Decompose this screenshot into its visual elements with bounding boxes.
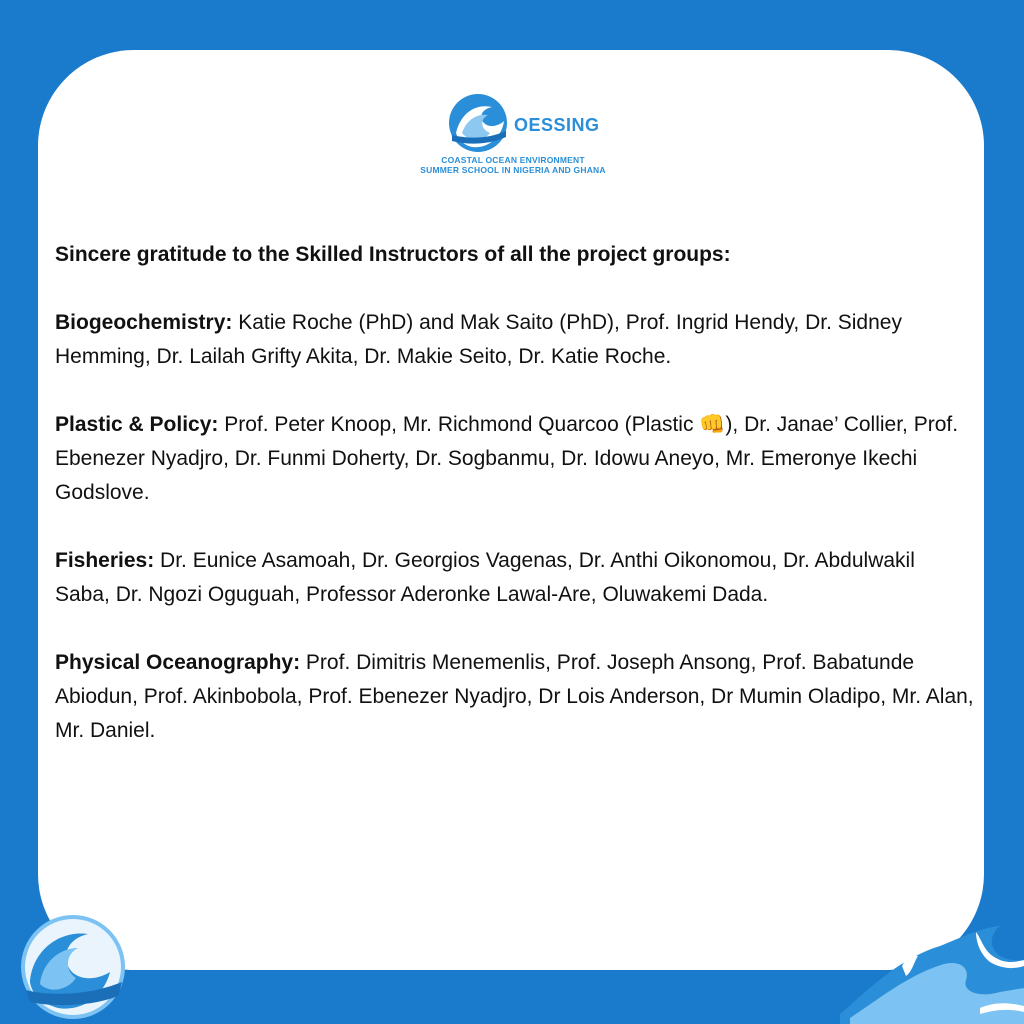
group-fisheries <box>55 544 975 612</box>
group-label: Biogeochemistry: <box>55 311 233 334</box>
intro-heading: Sincere gratitude to the Skilled Instructors of all the project groups: <box>55 243 731 266</box>
group-instructors: Dr. Eunice Asamoah, Dr. Georgios Vagenas, Dr. Anthi Oikonomou, Dr. Abdulwakil Saba, Dr. Ngozi Oguguah, Professor Aderonke Lawal-Are, Oluwakemi Dada. <box>55 549 915 606</box>
logo-tagline <box>418 155 608 175</box>
acknowledgement-text <box>55 238 975 782</box>
group-instructors: Prof. Dimitris Menemenlis, Prof. Joseph Ansong, Prof. Babatunde Abiodun, Prof. Akinbobola, Prof. Ebenezer Nyadjro, Dr Lois Anderson, Dr Mumin Oladipo, Mr. Alan, Mr. Daniel. <box>55 651 974 742</box>
group-instructors: Katie Roche (PhD) and Mak Saito (PhD), Prof. Ingrid Hendy, Dr. Sidney Hemming, Dr. Lailah Grifty Akita, Dr. Makie Seito, Dr. Katie Roche. <box>55 311 902 368</box>
wave-logo-icon <box>448 93 508 153</box>
logo-tagline-line1: COASTAL OCEAN ENVIRONMENT <box>441 155 585 165</box>
logo-name: OESSING <box>514 115 600 135</box>
logo-tagline-line2: SUMMER SCHOOL IN NIGERIA AND GHANA <box>420 165 606 175</box>
wave-circle-icon <box>18 912 128 1022</box>
group-label: Plastic & Policy: <box>55 413 219 436</box>
wave-illustration-icon <box>840 918 1024 1024</box>
group-instructors: Prof. Peter Knoop, Mr. Richmond Quarcoo (Plastic 👊), Dr. Janae’ Collier, Prof. Ebenezer Nyadjro, Dr. Funmi Doherty, Dr. Sogbanmu, Dr. Idowu Aneyo, Mr. Emeronye Ikechi Godslove. <box>55 413 959 504</box>
group-biogeochemistry <box>55 306 975 374</box>
group-plastic-policy <box>55 408 975 510</box>
group-physical-oceanography <box>55 646 975 748</box>
oessing-logo <box>418 93 618 183</box>
group-label: Fisheries: <box>55 549 155 572</box>
group-label: Physical Oceanography: <box>55 651 301 674</box>
